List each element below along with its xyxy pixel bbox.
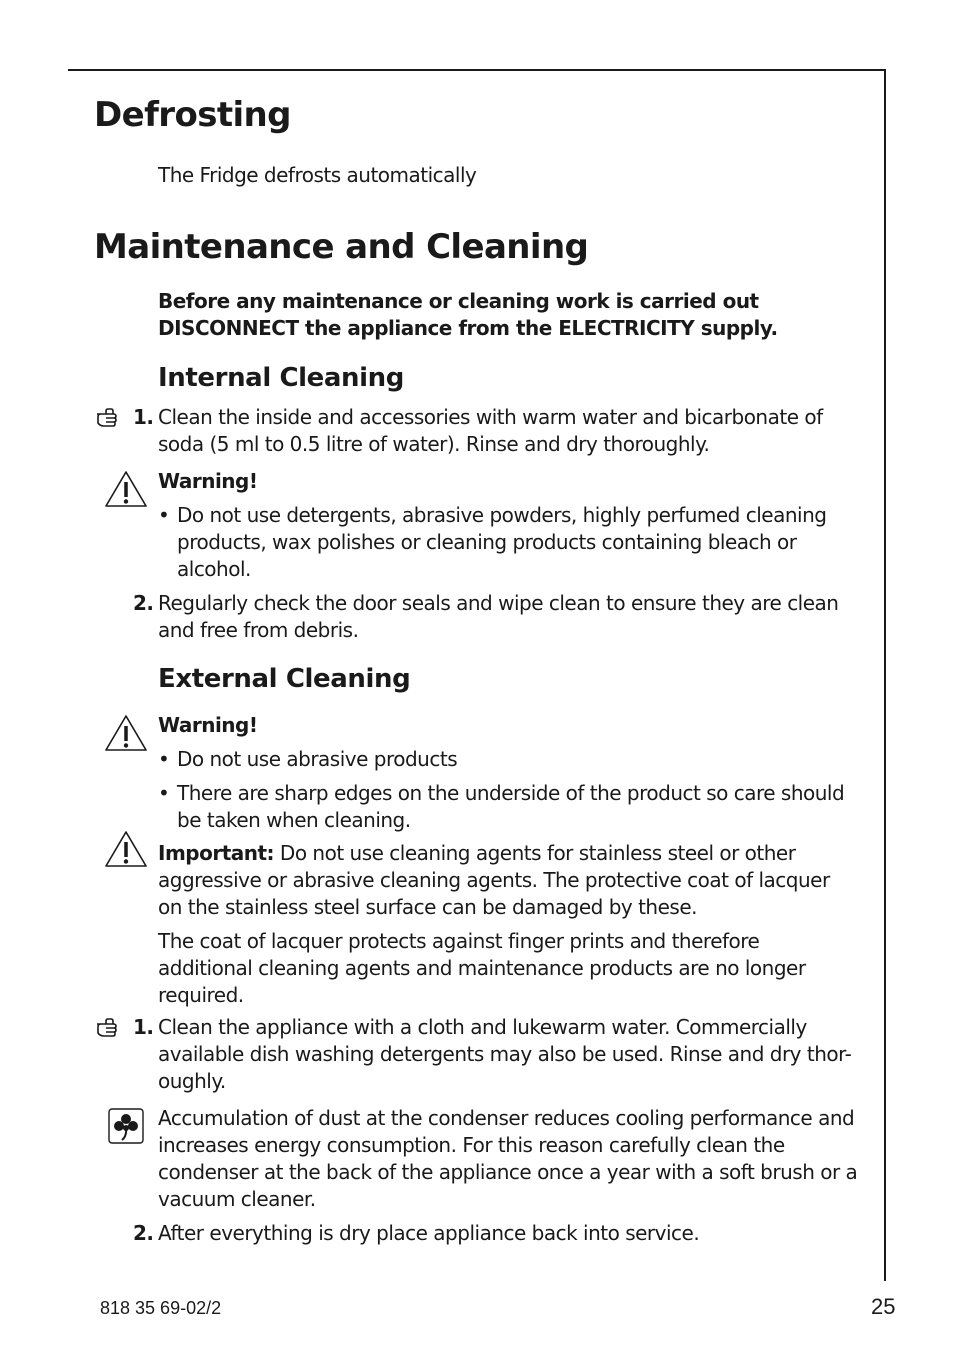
bullet-mark: • (158, 781, 170, 805)
internal-step1-number: 1. (133, 405, 154, 429)
internal-step2-text: Regularly check the door seals and wipe clean to ensure they are clean and free from debris. (158, 591, 839, 642)
lacquer-text: The coat of lacquer protects against finger prints and therefore additional cleaning agents and maintenance products are no longer required. (158, 929, 806, 1007)
document-code: 818 35 69-02/2 (100, 1298, 222, 1318)
defrosting-text: The Fridge defrosts automatically (158, 163, 477, 187)
disconnect-notice: Before any maintenance or cleaning work is carried out DISCONNECT the appliance from the ELECTRICITY supply. (158, 289, 778, 340)
bullet-mark: • (158, 503, 170, 527)
top-rule (68, 69, 886, 71)
right-rule (884, 69, 886, 1281)
external-cleaning-heading: External Cleaning (158, 664, 411, 694)
bullet-mark: • (158, 747, 170, 771)
defrosting-heading: Defrosting (94, 95, 291, 135)
external-step1-text: Clean the appliance with a cloth and lukewarm water. Commercially available dish washing detergents may also be used. Rinse and dry thor-oughly. (158, 1015, 852, 1093)
condenser-text: Accumulation of dust at the condenser reduces cooling performance and increases energy consumption. For this reason carefully clean the condenser at the back of the appliance once a year with a soft brush or a vacuum cleaner. (158, 1106, 858, 1211)
pointing-hand-icon (96, 1018, 128, 1042)
external-step1-number: 1. (133, 1015, 154, 1039)
internal-warning-label: Warning! (158, 469, 258, 493)
warning-triangle-icon (104, 830, 148, 872)
maintenance-heading: Maintenance and Cleaning (94, 227, 589, 267)
external-warning-bullet-2 (158, 780, 858, 834)
internal-step2-number: 2. (133, 591, 154, 615)
pointing-hand-icon (96, 408, 128, 432)
external-bullet-2-text: There are sharp edges on the underside of the product so care should be taken when cleaning. (177, 781, 845, 832)
external-warning-bullet-1 (158, 746, 858, 773)
internal-step1-text: Clean the inside and accessories with warm water and bicarbonate of soda (5 ml to 0.5 litre of water). Rinse and dry thoroughly. (158, 405, 823, 456)
warning-triangle-icon (104, 714, 148, 756)
internal-warning-bullet-text: Do not use detergents, abrasive powders, highly perfumed cleaning products, wax polishes or cleaning products containing bleach or alcohol. (177, 503, 827, 581)
clover-environment-icon (108, 1108, 144, 1148)
important-text: Do not use cleaning agents for stainless steel or other aggressive or abrasive cleaning agents. The protective coat of lacquer on the stainless steel surface can be damaged by these. (158, 841, 830, 919)
important-label: Important: (158, 841, 275, 865)
external-step2-number: 2. (133, 1221, 154, 1245)
important-notice (158, 840, 858, 921)
external-step2-text: After everything is dry place appliance back into service. (158, 1221, 700, 1245)
warning-triangle-icon (104, 470, 148, 512)
external-bullet-1-text: Do not use abrasive products (177, 747, 458, 771)
internal-cleaning-heading: Internal Cleaning (158, 363, 405, 393)
external-warning-label: Warning! (158, 713, 258, 737)
internal-warning-bullet (158, 502, 858, 583)
page-number: 25 (871, 1294, 896, 1319)
